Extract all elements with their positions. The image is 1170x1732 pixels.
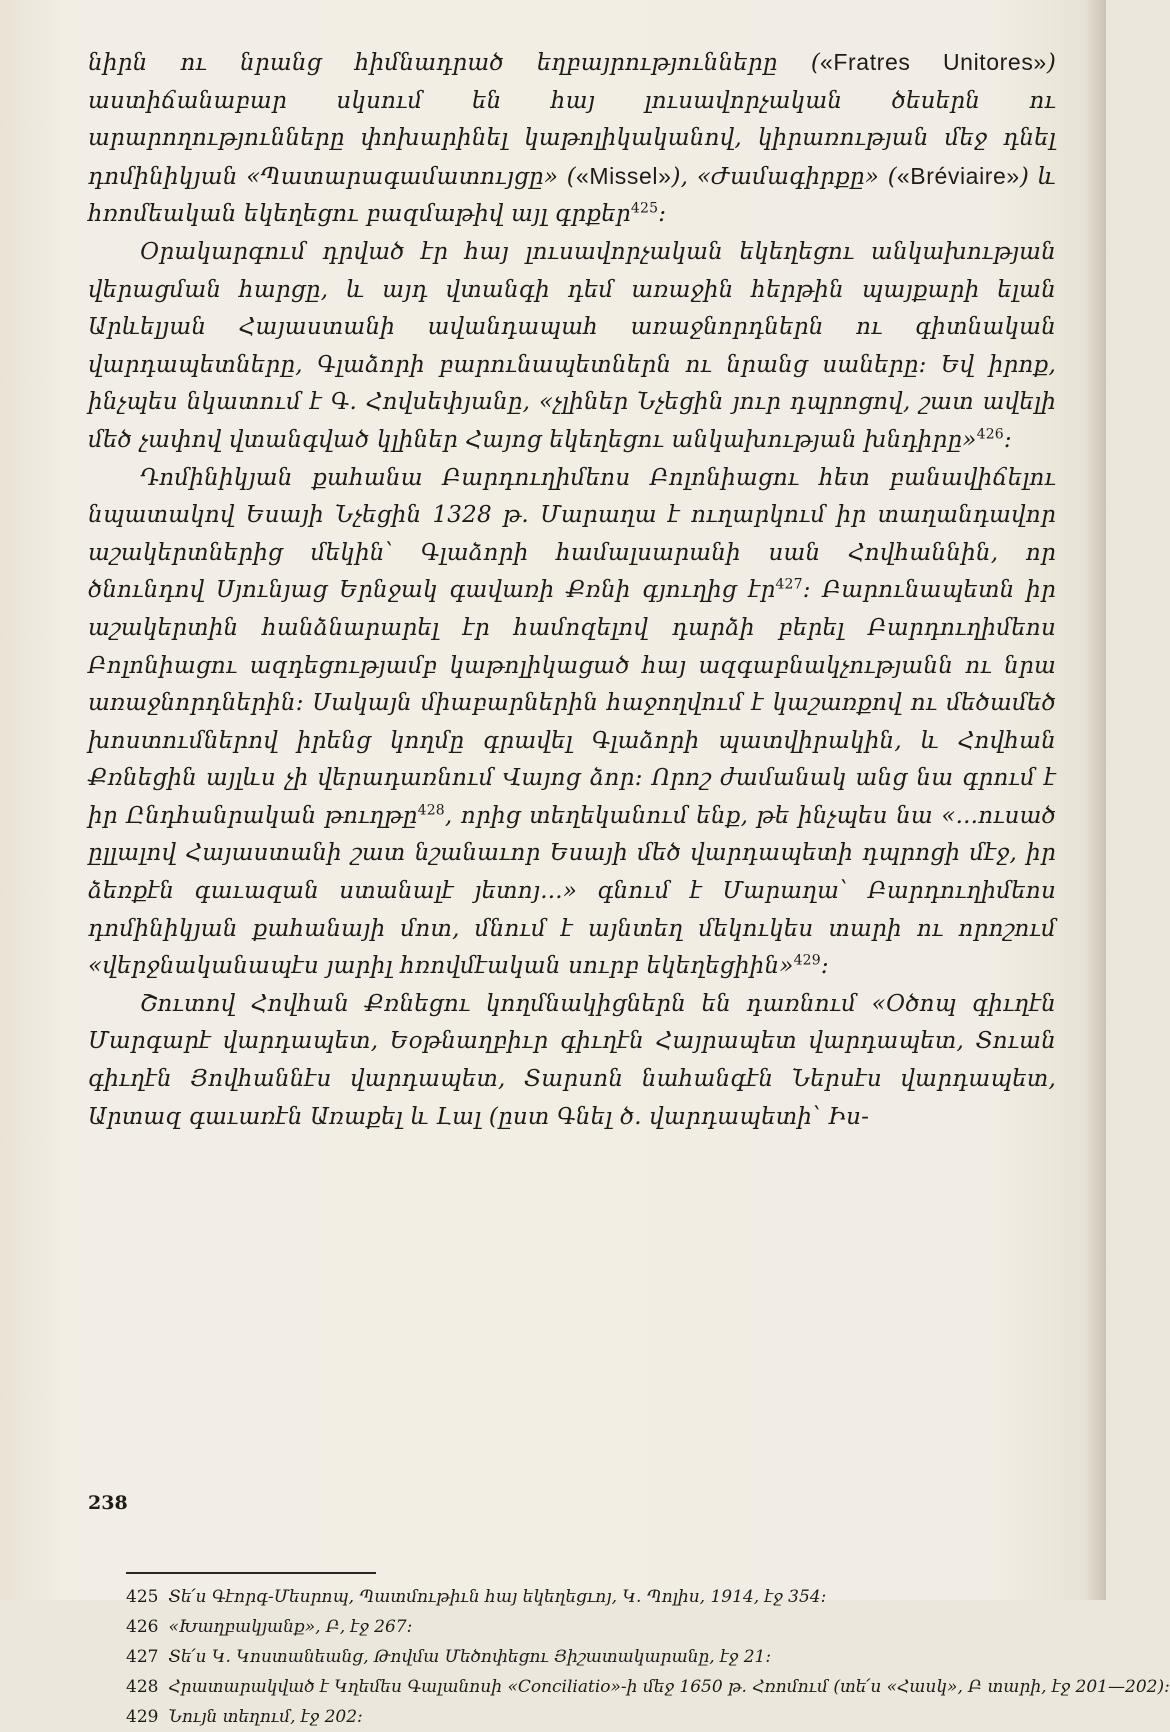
footnote-number: 428 <box>126 1677 159 1697</box>
paragraph <box>88 460 1056 986</box>
footnote-text: «Խաղբակյանք», Բ, էջ 267: <box>168 1617 413 1637</box>
footnote-text: Տե՛ս Կ. Կոստանեանց, Թովմա Մեծոփեցու Յիշատակարանը, էջ 21: <box>168 1647 772 1667</box>
page-edge-shadow <box>1084 0 1106 1600</box>
text-run: Շուտով Հովհան Քռնեցու կողմնակիցներն են դառնում «Օծոպ գիւղէն Մարգարէ վարդապետ, Եօթնաղբիւր գիւղէն Հայրապետ վարդապետ, Տուան գիւղէն Յովհաննէս վարդապետ, Տարսոն նահանգէն Ներսէս վարդապետ, Արտազ գաւառէն Առաքել և Լալ (ըստ Գնել ծ. վարդապետի՝ Իս- <box>88 990 1056 1130</box>
footnote-ref: 425 <box>630 200 659 217</box>
text-run: ) և հռոմեական եկեղեցու բազմաթիվ այլ գրքեր <box>88 163 1056 228</box>
footnote-number: 425 <box>126 1587 159 1607</box>
footnote-ref: 428 <box>417 802 445 819</box>
text-run: : <box>1003 426 1012 453</box>
page-number: 238 <box>88 1492 128 1514</box>
paragraph <box>88 234 1056 460</box>
text-run: ) աստիճանաբար սկսում են հայ լուսավորչական ծեսերն ու արարողությունները փոխարինել կաթոլիկականով, կիրառության մեջ դնել դոմինիկյան «Պատարագամատույցը» ( <box>88 50 1056 190</box>
text-run: : <box>658 201 667 228</box>
footnote-divider <box>126 1572 376 1574</box>
body-text <box>88 44 1056 1136</box>
latin-text: «Bréviaire» <box>896 162 1020 189</box>
footnote-text: Տե՛ս Գէորգ-Մեսրոպ, Պատմութիւն հայ եկեղեցւոյ, Կ. Պոլիս, 1914, էջ 354: <box>168 1587 827 1607</box>
paragraph <box>88 986 1056 1136</box>
footnote-number: 427 <box>126 1647 159 1667</box>
footnote-ref: 429 <box>793 952 821 969</box>
footnote <box>126 1582 1056 1612</box>
footnote-text: Հրատարակված է Կղեմես Գալանոսի «Conciliatio»-ի մեջ 1650 թ. Հռոմում (տե՛ս «Հասկ», Բ տարի, էջ 201—202): <box>168 1677 1170 1697</box>
latin-text: «Fratres Unitores» <box>820 49 1047 75</box>
text-run: ), «Ժամագիրքը» ( <box>671 163 897 190</box>
footnote-text: Նույն տեղում, էջ 202: <box>168 1707 363 1727</box>
footnote <box>126 1702 1056 1732</box>
text-run: , որից տեղեկանում ենք, թե ինչպես նա «...ուսած ըլլալով Հայաստանի շատ նշանաւոր Եսայի մեծ վարդապետի դպրոցի մէջ, իր ձեռքէն գաւազան ստանալէ յետոյ...» գնում է Մարաղա՝ Բարդուղիմեոս դոմինիկյան քահանայի մոտ, մնում է այնտեղ մեկուկես տարի ու որոշում «վերջնականապէս յարիլ հռովմէական սուրբ եկեղեցիին» <box>88 802 1056 980</box>
text-run: Օրակարգում դրված էր հայ լուսավորչական եկեղեցու անկախության վերացման հարցը, և այդ վտանգի դեմ առաջին հերթին պայքարի ելան Արևելյան Հայաստանի ավանդապահ առաջնորդներն ու գիտնական վարդապետները, Գլաձորի բարունապետներն ու նրանց սաները: Եվ իրոք, ինչպես նկատում է Գ. Հովսեփյանը, «չլիներ Նչեցին յուր դպրոցով, շատ ավելի մեծ չափով վտանգված կլիներ Հայոց եկեղեցու անկախության խնդիրը» <box>88 238 1056 453</box>
footnote <box>126 1672 1170 1702</box>
footnote-ref: 426 <box>976 426 1004 443</box>
footnote-number: 426 <box>126 1617 159 1637</box>
footnote-ref: 427 <box>775 576 803 593</box>
latin-text: «Missel» <box>575 162 672 189</box>
text-run: : Բարունապետն իր աշակերտին հանձնարարել էր համոզելով դարձի բերել Բարդուղիմեոս Բոլոնիացու ազդեցությամբ կաթոլիկացած հայ ազգաբնակչությանն ու նրա առաջնորդներին: Սակայն միաբարներին հաջողվում է կաշառքով ու մեծամեծ խոստումներով իրենց կողմը գրավել Գլաձորի պատվիրակին, և Հովհան Քռնեցին այլևս չի վերադառնում Վայոց ձոր: Որոշ ժամանակ անց նա գրում է իր Ընդհանրական թուղթը <box>88 577 1056 829</box>
text-run: նիրն ու նրանց հիմնադրած եղբայրությունները ( <box>88 50 820 76</box>
footnotes <box>126 1582 1170 1732</box>
text-run: Դոմինիկյան քահանա Բարդուղիմեոս Բոլոնիացու հետ բանավիճելու նպատակով Եսայի Նչեցին 1328 թ. Մարաղա է ուղարկում իր տաղանդավոր աշակերտներից մեկին՝ Գլաձորի համալսարանի սան Հովհաննին, որ ծնունդով Սյունյաց Երնջակ գավառի Քռնի գյուղից էր <box>88 464 1056 604</box>
footnote <box>126 1642 1056 1672</box>
footnote-number: 429 <box>126 1707 159 1727</box>
footnote <box>126 1612 1056 1642</box>
text-run: : <box>820 953 829 980</box>
paragraph <box>88 44 1056 234</box>
